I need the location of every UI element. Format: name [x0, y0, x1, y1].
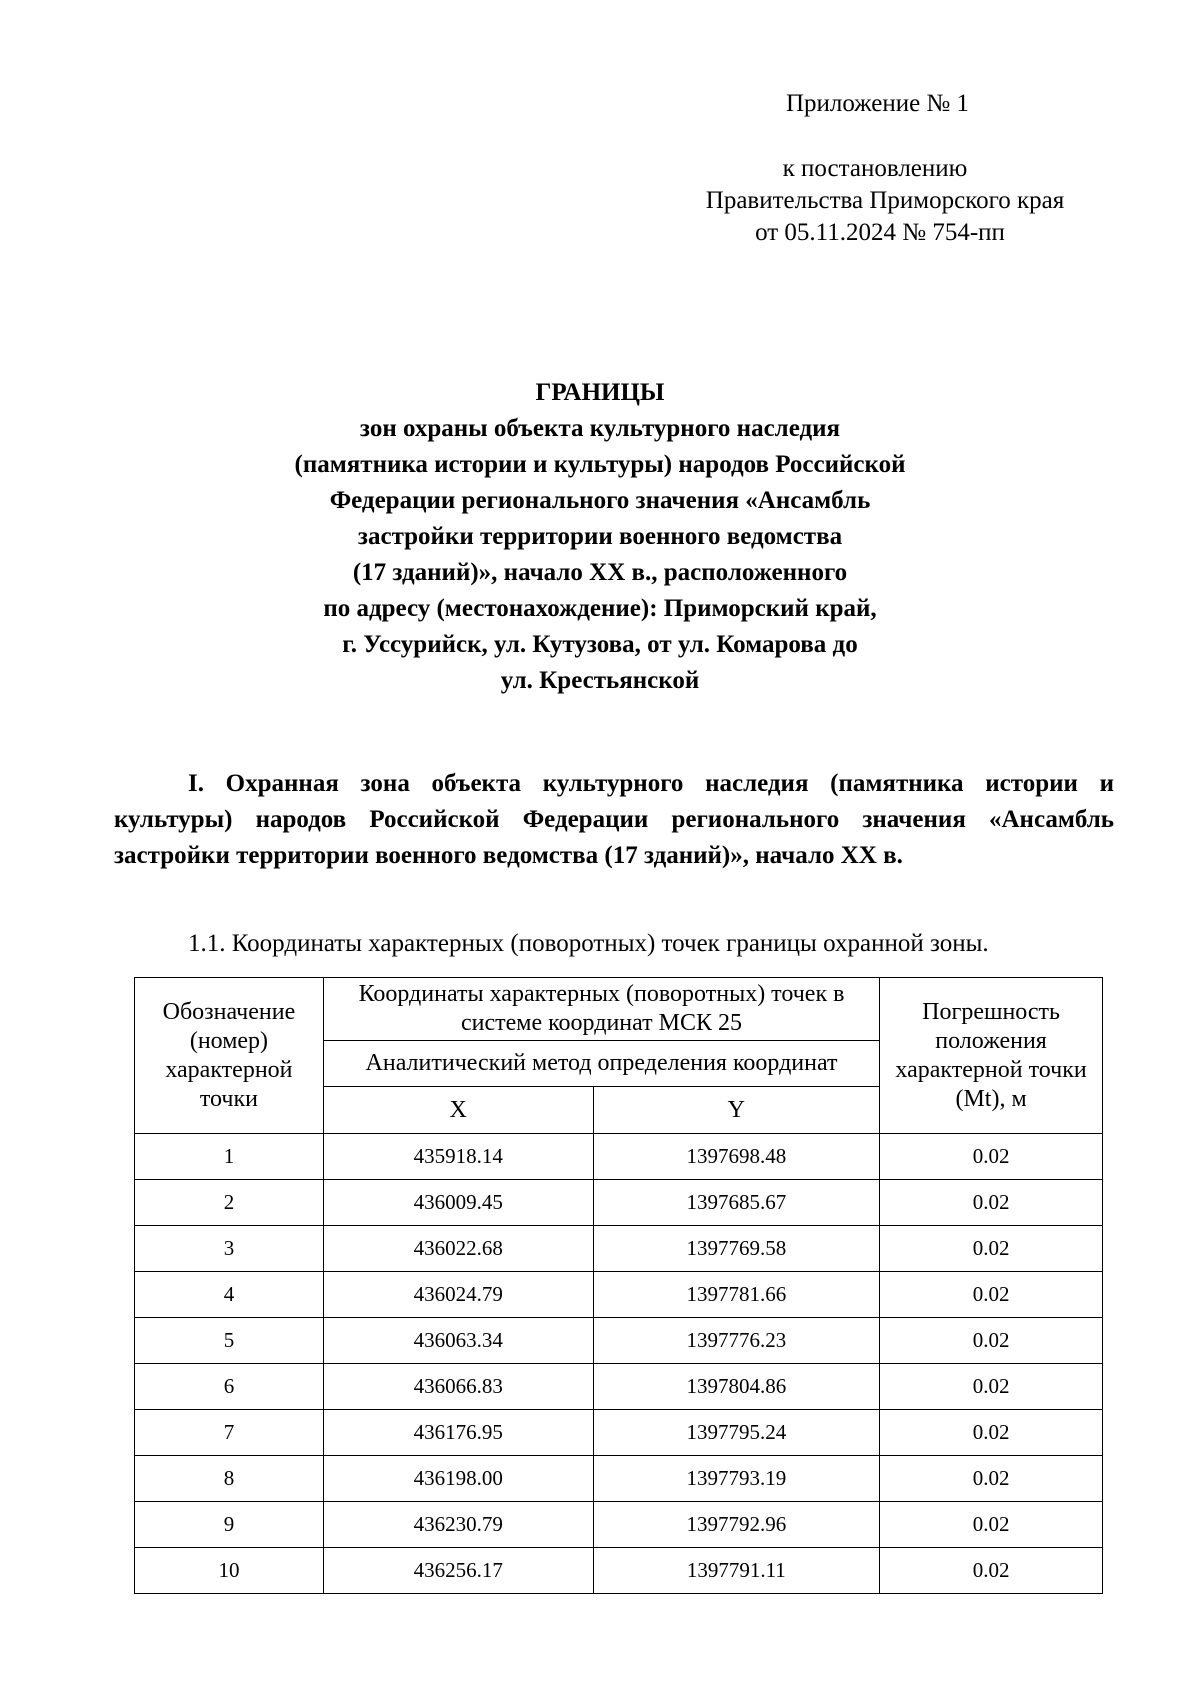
title-line: (памятника истории и культуры) народов Российской [294, 451, 906, 478]
header-point-number: Обозначение (номер) характерной точки [135, 978, 324, 1134]
title-line: г. Уссурийск, ул. Кутузова, от ул. Комарова до [342, 631, 858, 658]
cell-point-number: 10 [135, 1548, 324, 1594]
section-heading: I. Охранная зона объекта культурного наследия (памятника истории и культуры) народов Российской Федерации регионального значения «Ансамбль застройки территории военного ведомства (17 зданий)», начало XX в. [114, 770, 1114, 869]
coordinates-table [134, 977, 1103, 1594]
cell-point-number: 6 [135, 1364, 324, 1410]
table-row [135, 1272, 1103, 1318]
title-line: застройки территории военного ведомства [357, 523, 843, 550]
cell-y: 1397795.24 [593, 1410, 880, 1456]
cell-point-number: 2 [135, 1180, 324, 1226]
table-row [135, 1226, 1103, 1272]
header-coordinates: Координаты характерных (поворотных) точек в системе координат МСК 25 [323, 978, 879, 1041]
document-title [200, 375, 1000, 699]
title-line: (17 зданий)», начало XX в., расположенного [352, 559, 848, 586]
resolution-line: к постановлению [782, 155, 968, 182]
title-line: по адресу (местонахождение): Приморский край, [323, 595, 877, 622]
cell-error: 0.02 [880, 1456, 1103, 1502]
title-line: ГРАНИЦЫ [535, 379, 665, 406]
cell-y: 1397781.66 [593, 1272, 880, 1318]
cell-x: 436256.17 [323, 1548, 593, 1594]
cell-y: 1397776.23 [593, 1318, 880, 1364]
table-row [135, 1456, 1103, 1502]
table-row [135, 1318, 1103, 1364]
cell-x: 435918.14 [323, 1134, 593, 1180]
header-y: Y [593, 1087, 880, 1134]
header-error: Погрешность положения характерной точки (Mt), м [880, 978, 1103, 1134]
cell-y: 1397804.86 [593, 1364, 880, 1410]
resolution-line: Правительства Приморского края [705, 187, 1065, 214]
annex-label: Приложение № 1 [786, 90, 970, 117]
table-body [135, 1134, 1103, 1594]
cell-point-number: 8 [135, 1456, 324, 1502]
cell-x: 436230.79 [323, 1502, 593, 1548]
cell-point-number: 1 [135, 1134, 324, 1180]
cell-point-number: 9 [135, 1502, 324, 1548]
cell-error: 0.02 [880, 1364, 1103, 1410]
cell-error: 0.02 [880, 1502, 1103, 1548]
cell-x: 436063.34 [323, 1318, 593, 1364]
cell-x: 436009.45 [323, 1180, 593, 1226]
cell-y: 1397685.67 [593, 1180, 880, 1226]
title-line: Федерации регионального значения «Ансамбль [329, 487, 871, 514]
cell-point-number: 5 [135, 1318, 324, 1364]
cell-error: 0.02 [880, 1318, 1103, 1364]
cell-x: 436022.68 [323, 1226, 593, 1272]
cell-error: 0.02 [880, 1410, 1103, 1456]
cell-x: 436176.95 [323, 1410, 593, 1456]
table-row [135, 1180, 1103, 1226]
cell-y: 1397793.19 [593, 1456, 880, 1502]
cell-y: 1397791.11 [593, 1548, 880, 1594]
cell-error: 0.02 [880, 1180, 1103, 1226]
cell-y: 1397698.48 [593, 1134, 880, 1180]
table-row [135, 1502, 1103, 1548]
cell-y: 1397769.58 [593, 1226, 880, 1272]
table-row [135, 1134, 1103, 1180]
table-row [135, 1410, 1103, 1456]
table-row [135, 1548, 1103, 1594]
resolution-reference [660, 153, 1110, 249]
cell-y: 1397792.96 [593, 1502, 880, 1548]
cell-error: 0.02 [880, 1226, 1103, 1272]
resolution-line: от 05.11.2024 № 754-пп [755, 219, 1005, 246]
title-line: зон охраны объекта культурного наследия [359, 415, 841, 442]
cell-x: 436198.00 [323, 1456, 593, 1502]
cell-x: 436024.79 [323, 1272, 593, 1318]
cell-error: 0.02 [880, 1272, 1103, 1318]
subsection-heading: 1.1. Координаты характерных (поворотных) точек границы охранной зоны. [188, 930, 989, 957]
cell-error: 0.02 [880, 1548, 1103, 1594]
cell-point-number: 4 [135, 1272, 324, 1318]
title-line: ул. Крестьянской [500, 667, 700, 694]
table-row [135, 1364, 1103, 1410]
header-x: X [323, 1087, 593, 1134]
cell-point-number: 3 [135, 1226, 324, 1272]
header-method: Аналитический метод определения координат [323, 1041, 879, 1087]
cell-error: 0.02 [880, 1134, 1103, 1180]
cell-x: 436066.83 [323, 1364, 593, 1410]
cell-point-number: 7 [135, 1410, 324, 1456]
